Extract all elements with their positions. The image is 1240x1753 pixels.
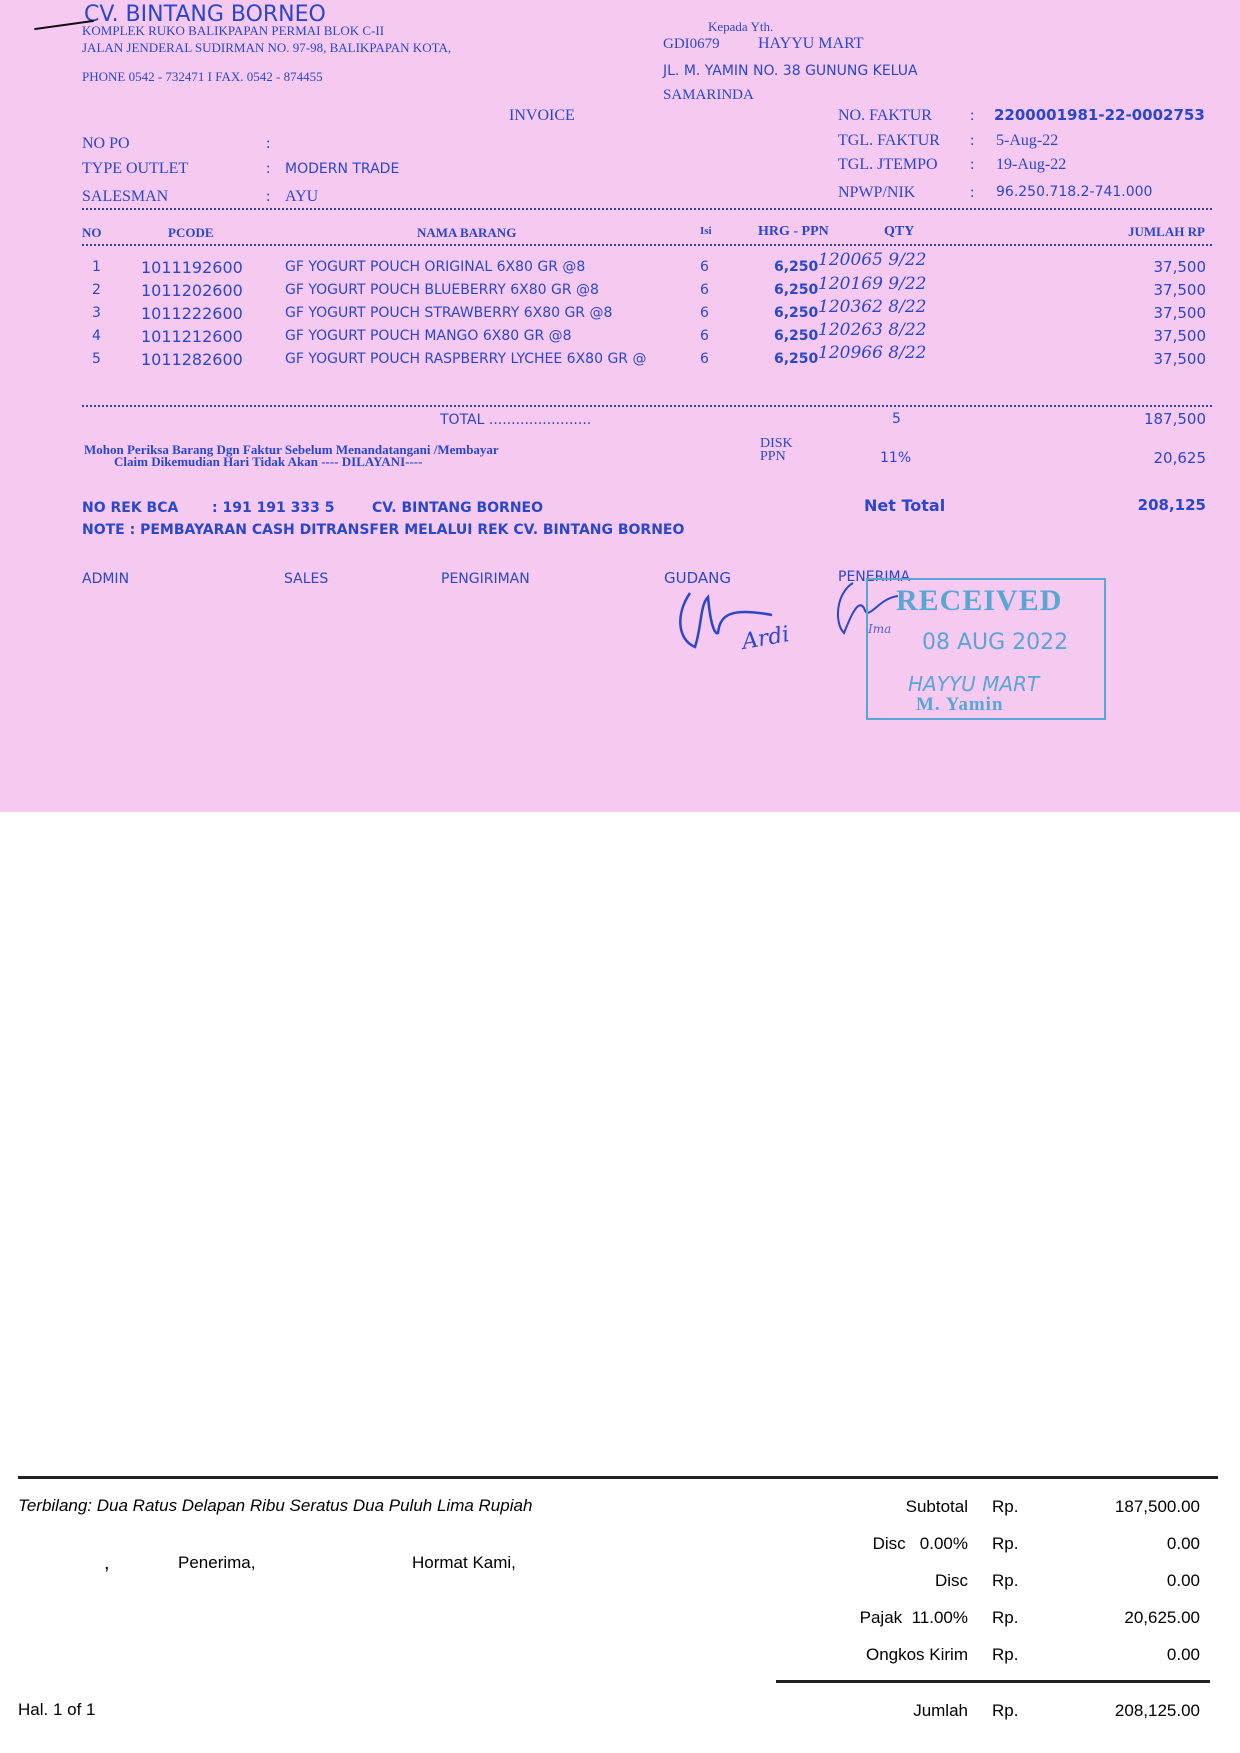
row-jumlah: 37,500: [1153, 281, 1206, 299]
row-no: 2: [92, 282, 101, 298]
meta-value-no-faktur: 2200001981-22-0002753: [994, 106, 1205, 124]
row-handwritten-note: 120065 9/22: [818, 250, 927, 270]
row-no: 1: [92, 259, 101, 275]
row-nama: GF YOGURT POUCH STRAWBERRY 6X80 GR @8: [285, 305, 613, 321]
total-qty: 5: [892, 411, 901, 427]
company-address-1: KOMPLEK RUKO BALIKPAPAN PERMAI BLOK C-II: [82, 23, 385, 38]
bank-label: NO REK BCA: [82, 500, 179, 516]
stamp-date: 08 AUG 2022: [922, 630, 1069, 655]
row-no: 5: [92, 351, 101, 367]
net-total-value: 208,125: [1137, 496, 1206, 514]
disk-label: DISK: [760, 436, 793, 451]
row-no: 3: [92, 305, 101, 321]
row-pcode: 1011192600: [141, 258, 243, 277]
col-header-jumlah: JUMLAH RP: [1128, 224, 1205, 239]
meta-sep: :: [266, 160, 271, 177]
meta-value-tgl-faktur: 5-Aug-22: [996, 132, 1059, 149]
row-pcode: 1011212600: [141, 327, 243, 346]
bank-account-name: CV. BINTANG BORNEO: [372, 500, 544, 516]
penerima-label: Penerima,: [178, 1553, 256, 1572]
row-nama: GF YOGURT POUCH ORIGINAL 6X80 GR @8: [285, 259, 586, 275]
penerima-signature-name: Ima: [868, 622, 892, 636]
row-handwritten-note: 120966 8/22: [818, 343, 927, 363]
signature-label-admin: ADMIN: [82, 571, 130, 587]
amount-in-words: Terbilang: Dua Ratus Delapan Ribu Seratus Dua Puluh Lima Rupiah: [18, 1496, 533, 1515]
row-isi: 6: [700, 282, 709, 298]
meta-sep: :: [970, 132, 975, 149]
col-header-harga: HRG - PPN: [758, 224, 829, 239]
summary-value-ongkos-kirim: 0.00: [1166, 1645, 1200, 1664]
meta-label-tgl-faktur: TGL. FAKTUR: [838, 132, 940, 149]
stamp-title: RECEIVED: [896, 584, 1063, 617]
jumlah-value: 208,125.00: [1114, 1701, 1200, 1720]
summary-top-rule: [18, 1476, 1218, 1479]
row-nama: GF YOGURT POUCH RASPBERRY LYCHEE 6X80 GR @: [285, 351, 647, 367]
hormat-kami-label: Hormat Kami,: [412, 1553, 516, 1572]
row-handwritten-note: 120169 9/22: [818, 274, 927, 294]
received-stamp: [866, 578, 1106, 720]
meta-label-npwp: NPWP/NIK: [838, 184, 916, 201]
row-handwritten-note: 120263 8/22: [818, 320, 927, 340]
meta-sep: :: [970, 107, 975, 124]
row-no: 4: [92, 328, 101, 344]
summary-currency: Rp.: [992, 1571, 1019, 1590]
meta-value-npwp: 96.250.718.2-741.000: [996, 184, 1153, 200]
row-harga: 6,250: [774, 305, 819, 321]
meta-label-no-po: NO PO: [82, 135, 130, 152]
divider: [82, 208, 1212, 210]
row-isi: 6: [700, 351, 709, 367]
meta-sep: :: [970, 156, 975, 173]
row-nama: GF YOGURT POUCH MANGO 6X80 GR @8: [285, 328, 572, 344]
stamp-branch: M. Yamin: [916, 694, 1004, 715]
summary-label-disc-percent: Disc 0.00%: [872, 1534, 968, 1553]
net-total-label: Net Total: [864, 496, 946, 515]
notice-line-1: Mohon Periksa Barang Dgn Faktur Sebelum Menandatangani /Membayar: [84, 442, 499, 457]
col-header-nama-barang: NAMA BARANG: [417, 225, 517, 240]
signature-label-pengiriman: PENGIRIMAN: [441, 571, 530, 587]
summary-currency: Rp.: [992, 1608, 1019, 1627]
row-harga: 6,250: [774, 259, 819, 275]
summary-label-ongkos-kirim: Ongkos Kirim: [865, 1645, 968, 1664]
row-jumlah: 37,500: [1153, 327, 1206, 345]
meta-sep: :: [266, 135, 271, 152]
meta-value-type-outlet: MODERN TRADE: [285, 161, 400, 177]
total-label: TOTAL .......................: [440, 412, 592, 428]
summary-currency: Rp.: [992, 1645, 1019, 1664]
row-jumlah: 37,500: [1153, 350, 1206, 368]
company-phone: PHONE 0542 - 732471 I FAX. 0542 - 874455: [82, 69, 323, 84]
bank-account-number: : 191 191 333 5: [212, 500, 335, 516]
row-isi: 6: [700, 305, 709, 321]
row-nama: GF YOGURT POUCH BLUEBERRY 6X80 GR @8: [285, 282, 599, 298]
row-isi: 6: [700, 259, 709, 275]
meta-sep: :: [266, 188, 271, 205]
summary-label-pajak: Pajak 11.00%: [859, 1608, 968, 1627]
company-name: CV. BINTANG BORNEO: [84, 2, 326, 27]
row-harga: 6,250: [774, 282, 819, 298]
comma-mark: ,: [104, 1552, 110, 1574]
company-address-2: JALAN JENDERAL SUDIRMAN NO. 97-98, BALIKPAPAN KOTA,: [82, 40, 452, 55]
meta-label-type-outlet: TYPE OUTLET: [82, 160, 189, 177]
signature-label-penerima: PENERIMA: [838, 569, 911, 585]
meta-sep: :: [970, 184, 975, 201]
recipient-name: HAYYU MART: [758, 35, 864, 52]
col-header-no: NO: [82, 225, 102, 240]
recipient-address: JL. M. YAMIN NO. 38 GUNUNG KELUA: [663, 63, 918, 79]
row-jumlah: 37,500: [1153, 258, 1206, 276]
jumlah-label: Jumlah: [913, 1701, 968, 1720]
notice-line-2: Claim Dikemudian Hari Tidak Akan ---- DILAYANI----: [114, 454, 423, 469]
summary-value-pajak: 20,625.00: [1124, 1608, 1200, 1627]
row-pcode: 1011282600: [141, 350, 243, 369]
jumlah-currency: Rp.: [992, 1701, 1019, 1720]
meta-label-tgl-jtempo: TGL. JTEMPO: [838, 156, 938, 173]
recipient-city: SAMARINDA: [663, 87, 754, 103]
ppn-value: 20,625: [1153, 449, 1206, 467]
row-pcode: 1011222600: [141, 304, 243, 323]
ppn-label: PPN: [760, 449, 786, 464]
row-jumlah: 37,500: [1153, 304, 1206, 322]
summary-currency: Rp.: [992, 1497, 1019, 1516]
meta-value-salesman: AYU: [285, 188, 319, 205]
col-header-isi: Isi: [700, 225, 712, 237]
col-header-pcode: PCODE: [168, 225, 214, 240]
summary-label-subtotal: Subtotal: [905, 1497, 968, 1516]
recipient-code: GDI0679: [663, 36, 720, 52]
total-value: 187,500: [1143, 410, 1206, 428]
row-handwritten-note: 120362 8/22: [818, 297, 927, 317]
signature-label-gudang: GUDANG: [664, 569, 731, 587]
payment-note: NOTE : PEMBAYARAN CASH DITRANSFER MELALUI REK CV. BINTANG BORNEO: [82, 522, 685, 538]
ppn-rate: 11%: [880, 450, 912, 466]
summary-currency: Rp.: [992, 1534, 1019, 1553]
divider: [82, 244, 1212, 246]
summary-label-disc: Disc: [934, 1571, 968, 1590]
col-header-qty: QTY: [884, 224, 915, 239]
row-harga: 6,250: [774, 328, 819, 344]
row-harga: 6,250: [774, 351, 819, 367]
summary-value-subtotal: 187,500.00: [1114, 1497, 1200, 1516]
summary-value-disc-percent: 0.00: [1166, 1534, 1200, 1553]
row-pcode: 1011202600: [141, 281, 243, 300]
stamp-store: HAYYU MART: [908, 672, 1040, 696]
meta-value-tgl-jtempo: 19-Aug-22: [996, 156, 1067, 173]
signature-label-sales: SALES: [284, 571, 329, 587]
recipient-heading: Kepada Yth.: [708, 19, 774, 34]
meta-label-no-faktur: NO. FAKTUR: [838, 107, 932, 124]
gudang-signature-name: Ardi: [740, 622, 792, 655]
page-number: Hal. 1 of 1: [18, 1700, 96, 1719]
divider: [82, 405, 1212, 407]
row-isi: 6: [700, 328, 709, 344]
summary-value-disc: 0.00: [1166, 1571, 1200, 1590]
meta-label-salesman: SALESMAN: [82, 188, 169, 205]
jumlah-rule: [776, 1680, 1210, 1683]
document-title: INVOICE: [509, 107, 575, 124]
